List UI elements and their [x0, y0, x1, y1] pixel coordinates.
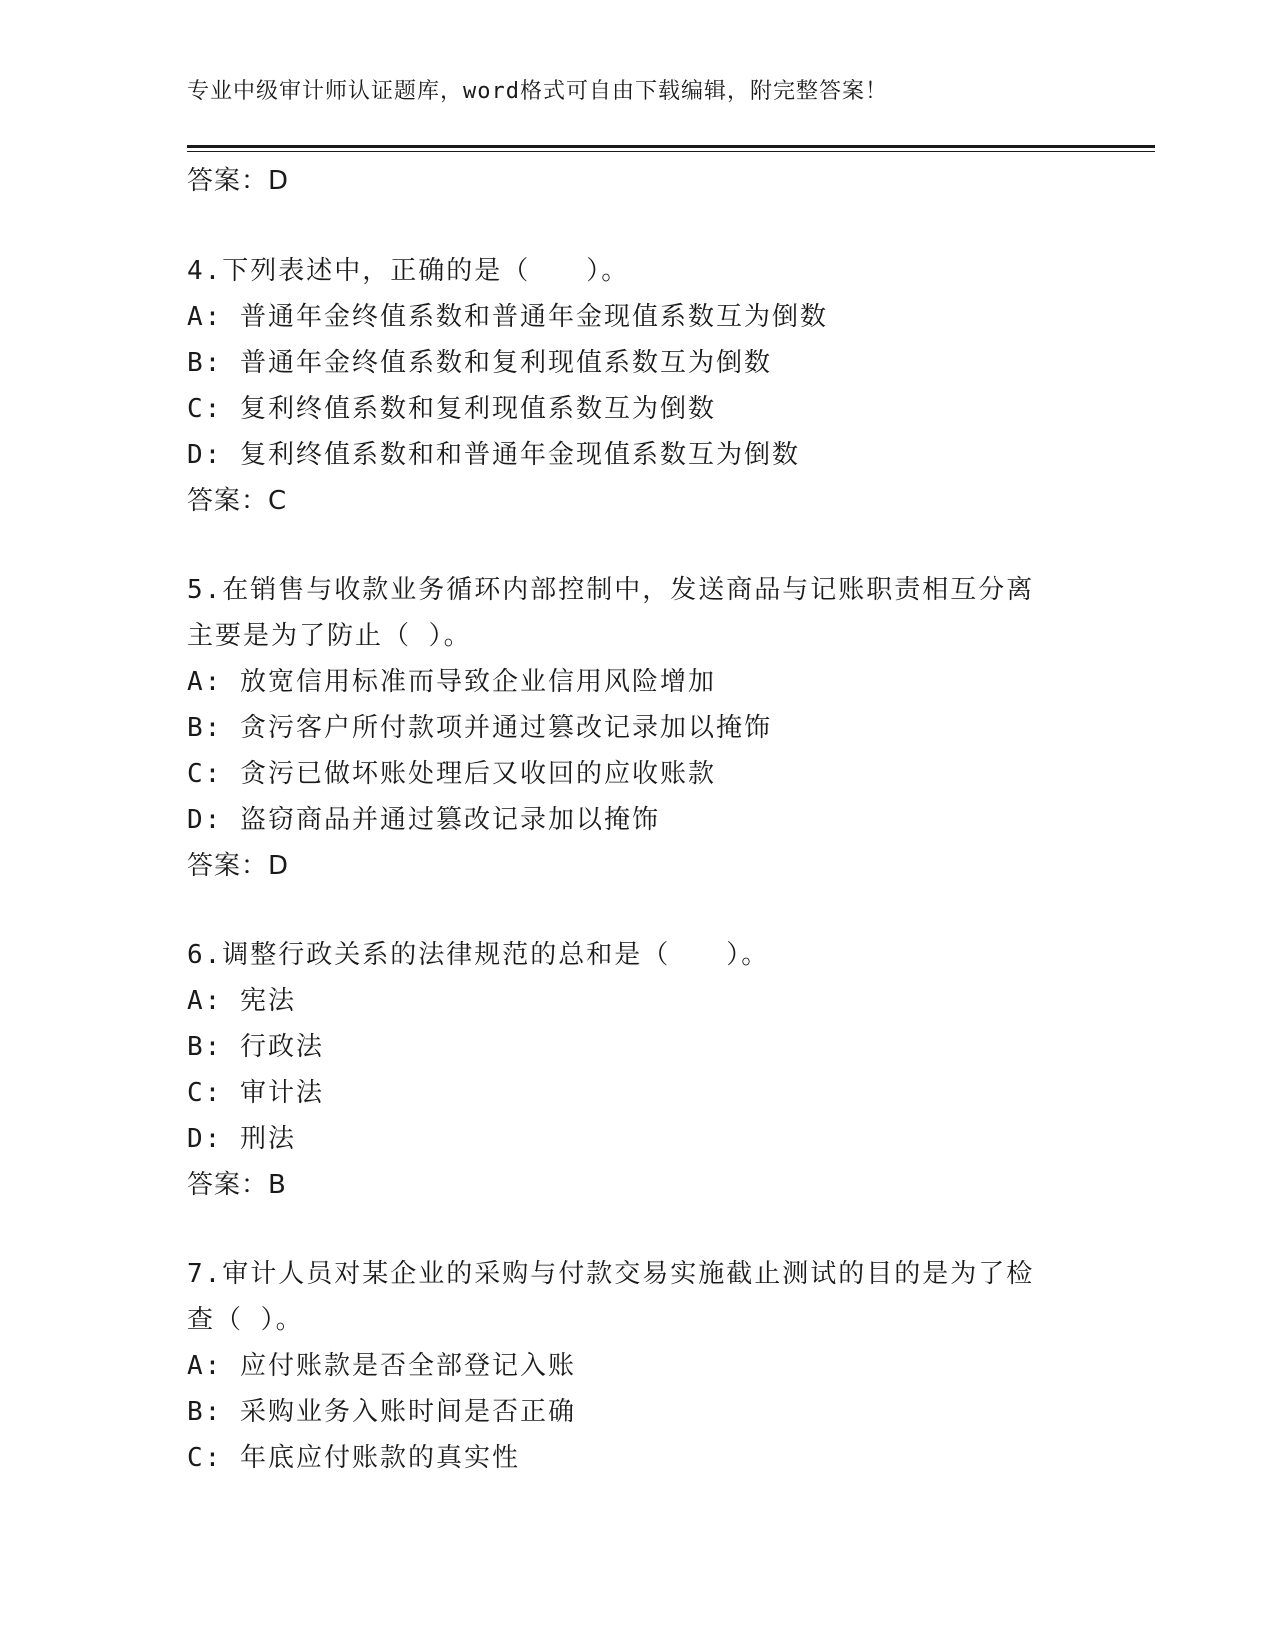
option-a: A: 普通年金终值系数和普通年金现值系数互为倒数: [187, 302, 828, 332]
answer: 答案：B: [187, 1170, 287, 1200]
option-c: C: 贪污已做坏账处理后又收回的应收账款: [187, 759, 716, 789]
question-stem: 5.在销售与收款业务循环内部控制中，发送商品与记账职责相互分离: [187, 575, 1035, 605]
question-stem: 4.下列表述中，正确的是（ ）。: [187, 256, 630, 286]
question-stem: 6.调整行政关系的法律规范的总和是（ ）。: [187, 940, 770, 970]
option-b: B: 普通年金终值系数和复利现值系数互为倒数: [187, 348, 772, 378]
option-b: B: 贪污客户所付款项并通过篡改记录加以掩饰: [187, 713, 772, 743]
page-header: 专业中级审计师认证题库，word格式可自由下载编辑，附完整答案！: [187, 79, 888, 104]
header-rule-thick: [187, 145, 1155, 148]
question-5: [187, 567, 1087, 889]
option-b: B: 采购业务入账时间是否正确: [187, 1397, 576, 1427]
option-a: A: 放宽信用标准而导致企业信用风险增加: [187, 667, 716, 697]
question-4: [187, 248, 1087, 524]
question-list: [187, 158, 1087, 1481]
question-6: [187, 932, 1087, 1208]
question-7: [187, 1251, 1087, 1481]
answer: 答案：C: [187, 486, 288, 516]
previous-answer: 答案：D: [187, 166, 290, 196]
option-a: A: 宪法: [187, 986, 296, 1016]
option-c: C: 审计法: [187, 1078, 324, 1108]
question-stem: 7.审计人员对某企业的采购与付款交易实施截止测试的目的是为了检: [187, 1259, 1035, 1289]
option-b: B: 行政法: [187, 1032, 324, 1062]
header-rule-thin: [187, 151, 1155, 152]
question-stem-cont: 查（ ）。: [187, 1305, 304, 1335]
option-a: A: 应付账款是否全部登记入账: [187, 1351, 576, 1381]
option-d: D: 复利终值系数和和普通年金现值系数互为倒数: [187, 440, 800, 470]
option-c: C: 复利终值系数和复利现值系数互为倒数: [187, 394, 716, 424]
option-c: C: 年底应付账款的真实性: [187, 1443, 520, 1473]
option-d: D: 盗窃商品并通过篡改记录加以掩饰: [187, 805, 660, 835]
answer: 答案：D: [187, 851, 290, 881]
option-d: D: 刑法: [187, 1124, 296, 1154]
question-stem-cont: 主要是为了防止（ ）。: [187, 621, 472, 651]
